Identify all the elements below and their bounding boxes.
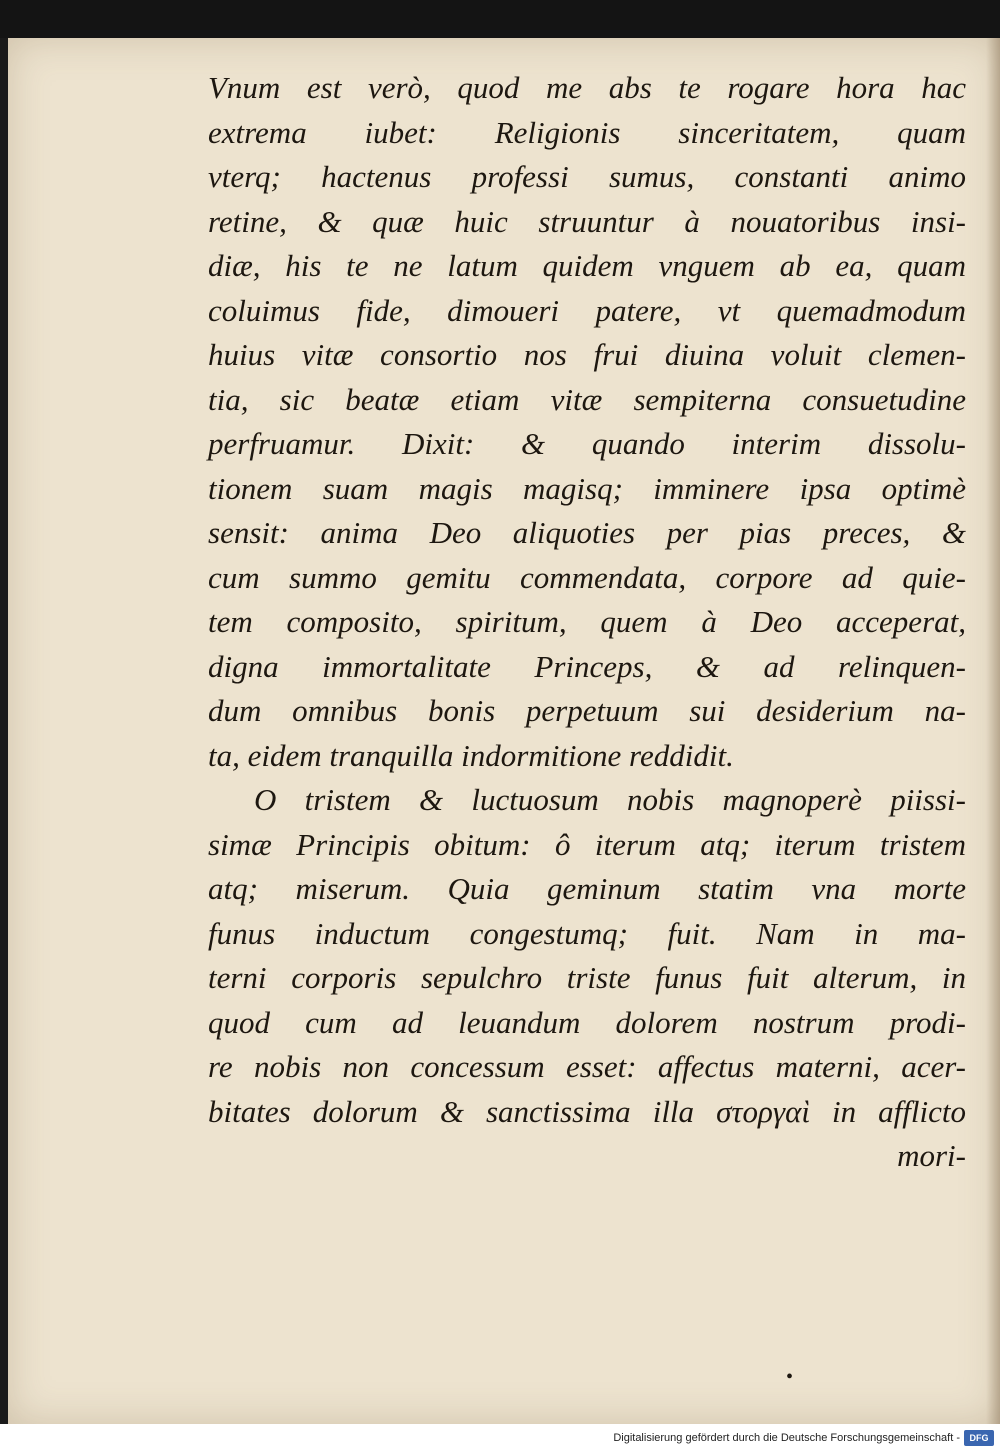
text-line: retine, & quæ huic struuntur à nouatoribus insi- [208,203,966,239]
page-text [208,66,966,1179]
text-line: ta, eidem tranquilla indormitione reddidit. [208,737,734,773]
text-line: perfruamur. Dixit: & quando interim dissolu- [208,426,966,461]
digitization-footer [0,1424,1000,1454]
text-line: tem composito, spiritum, quem à Deo acceperat, [208,604,966,639]
catchword: mori- [897,1138,966,1173]
text-line: coluimus fide, dimoueri patere, vt quemadmodum [208,292,966,328]
text-line: simæ Principis obitum: ô iterum atq; iterum tristem [208,826,966,862]
signature-dot: • [786,1366,794,1388]
text-line-paragraph-start: O tristem & luctuosum nobis magnoperè piissi- [254,782,966,817]
text-line: dum omnibus bonis perpetuum sui desiderium na- [208,693,966,728]
text-line: re nobis non concessum esset: affectus materni, acer- [208,1049,966,1084]
text-line: digna immortalitate Princeps, & ad relinquen- [208,648,966,684]
text-line: funus inductum congestumq; fuit. Nam in ma- [208,915,966,951]
text-line: cum summo gemitu commendata, corpore ad quie- [208,559,966,595]
text-line: extrema iubet: Religionis sinceritatem, quam [208,114,966,150]
text-line: tia, sic beatæ etiam vitæ sempiterna consuetudine [208,381,966,417]
scan-left-border [0,38,8,1424]
dfg-logo-icon: DFG [964,1430,994,1446]
text-line: vterq; hactenus professi sumus, constanti animo [208,159,966,194]
text-line: sensit: anima Deo aliquoties per pias preces, & [208,515,966,550]
text-line: bitates dolorum & sanctissima illa στοργαὶ in afflicto [208,1093,966,1129]
text-line: Vnum est verò, quod me abs te rogare hora hac [208,70,966,105]
text-line: diæ, his te ne latum quidem vnguem ab ea, quam [208,248,966,283]
scan-top-border [0,0,1000,38]
text-line: quod cum ad leuandum dolorem nostrum prodi- [208,1004,966,1040]
text-line: terni corporis sepulchro triste funus fuit alterum, in [208,960,966,995]
footer-credit: Digitalisierung gefördert durch die Deutsche Forschungsgemeinschaft - [613,1432,960,1444]
text-line: atq; miserum. Quia geminum statim vna morte [208,871,966,906]
text-line: tionem suam magis magisq; imminere ipsa optimè [208,470,966,506]
page-edge-shadow [986,38,1000,1424]
text-line: huius vitæ consortio nos frui diuina voluit clemen- [208,337,966,372]
